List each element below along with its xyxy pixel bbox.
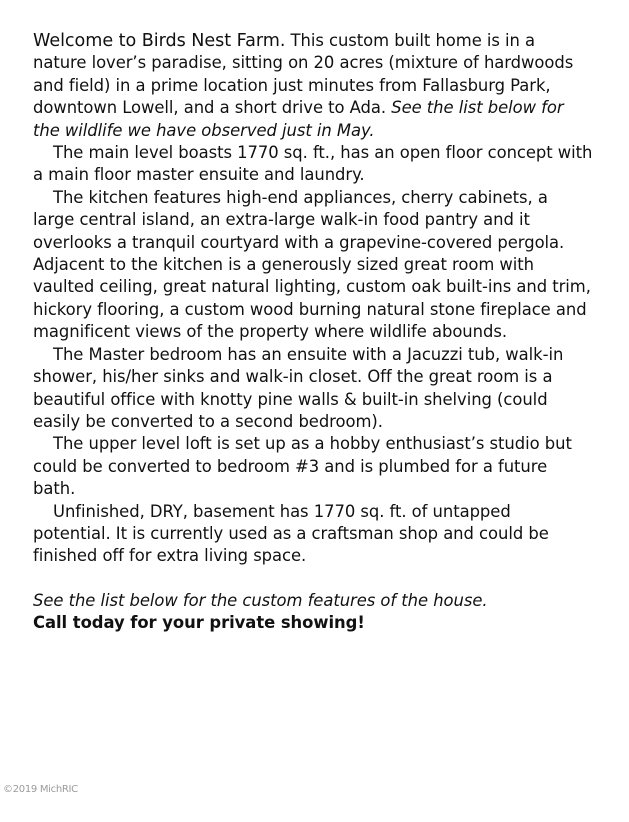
kitchen-paragraph: The kitchen features high-end appliances, cherry cabinets, a large central island, an extra-large walk-in food pantry and it overlooks a tranquil courtyard with a grapevine-covered pergola. Adjacent to the kitchen is a generously sized great room with vaulted ceiling, great natural lighting, custom oak built-ins and trim, hickory flooring, a custom wood burning natural stone fireplace and magnificent views of the property where wildlife abounds.	[33, 187, 591, 342]
master-bedroom-paragraph: The Master bedroom has an ensuite with a Jacuzzi tub, walk-in shower, his/her sinks and walk-in closet. Off the great room is a beautiful office with knotty pine walls & built-in shelving (could easily be converted to a second bedroom).	[33, 344, 564, 431]
paragraph-spacer	[33, 568, 593, 590]
call-to-action: Call today for your private showing!	[33, 613, 365, 633]
intro-body: This custom built home is in a nature lover’s paradise, sitting on 20 acres (mixture of hardwoods and field) in a prime location just minutes from Fallasburg Park, downtown Lowell, and a short drive to Ada.	[33, 31, 574, 118]
main-level-paragraph: The main level boasts 1770 sq. ft., has an open floor concept with a main floor master ensuite and laundry.	[33, 143, 593, 185]
welcome-heading: Welcome to Birds Nest Farm.	[33, 31, 286, 51]
loft-paragraph: The upper level loft is set up as a hobby enthusiast’s studio but could be converted to bedroom #3 and is plumbed for a future bath.	[33, 434, 572, 499]
basement-paragraph: Unfinished, DRY, basement has 1770 sq. ft. of untapped potential. It is currently used as a craftsman shop and could be finished off for extra living space.	[33, 501, 549, 566]
wildlife-note: See the list below for the wildlife we have observed just in May.	[33, 98, 564, 140]
listing-description	[33, 30, 593, 635]
features-note: See the list below for the custom features of the house.	[33, 590, 488, 610]
copyright-watermark: ©2019 MichRIC	[3, 784, 78, 795]
intro-paragraph	[33, 30, 593, 142]
